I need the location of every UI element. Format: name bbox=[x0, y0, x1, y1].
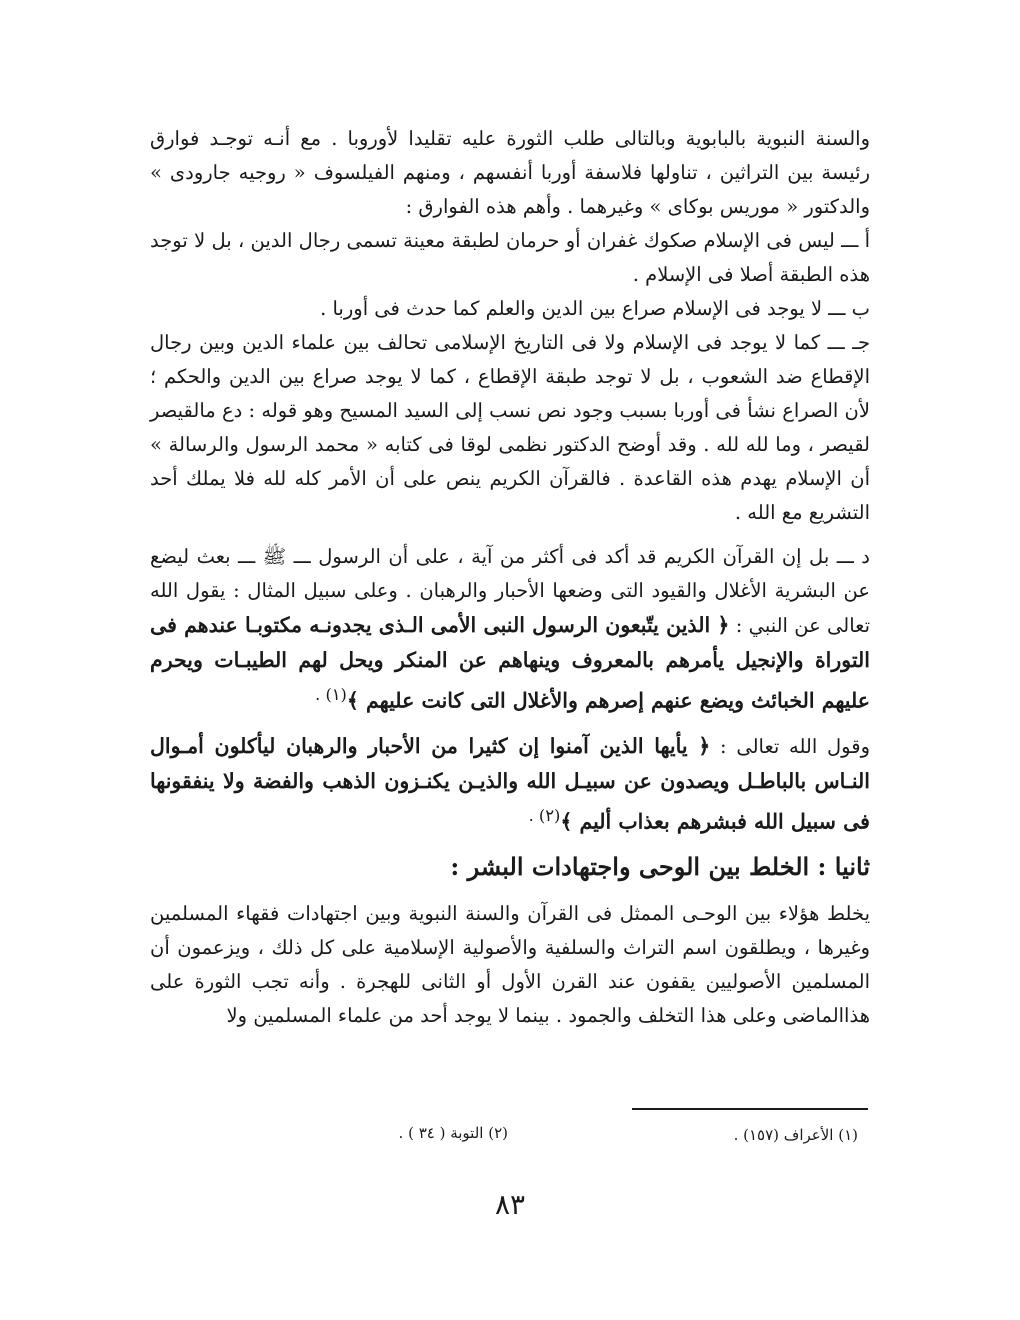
point-d-intro: د ـــ بل إن القرآن الكريم قد أكد فى أكثر من آية ، على أن الرسول ـــ ﷺ ـــ بعث ليضع عن البشرية الأغلال والقيود التى وضعها الأحبار والرهبان . وعلى سبيل المثال : يقول الله تعالى عن النبي : bbox=[150, 545, 871, 637]
intro-paragraph: والسنة النبوية بالبابوية وبالتالى طلب الثورة عليه تقليدا لأوروبا . مع أنـه توجـد فوارق رئيسة بين التراثين ، تناولها فلاسفة أوربا أنفسهم ، ومنهم الفيلسوف « روجيه جارودى » والدكتور « موريس بوكاى » وغيرهما . وأهم هذه الفوارق : bbox=[150, 127, 870, 218]
section-heading: ثانيا : الخلط بين الوحى واجتهادات البشر : bbox=[450, 852, 870, 881]
point-c-paragraph: جـ ـــ كما لا يوجد فى الإسلام ولا فى التاريخ الإسلامى تحالف بين علماء الدين وبين رجال الإقطاع ضد الشعوب ، بل لا توجد طبقة الإقطاع ، كما لا يوجد صراع بين الدين والحكم ؛ لأن الصراع نشأ فى أوربا بسبب وجود نص نسب إلى السيد المسيح وهو قوله : دع مالقيصر لقيصر ، وما لله لله . وقد أوضح الدكتور نظمى لوقا فى كتابه « محمد الرسول والرسالة » أن الإسلام يهدم هذه القاعدة . فالقرآن الكريم ينص على أن الأمر كله لله فلا يملك أحد التشريع مع الله . bbox=[150, 331, 870, 524]
footnote-ref-2: (٢) . bbox=[528, 805, 561, 825]
point-b-paragraph: ب ـــ لا يوجد فى الإسلام صراع بين الدين والعلم كما حدث فى أوربا . bbox=[320, 297, 870, 320]
point-a-paragraph: أ ـــ ليس فى الإسلام صكوك غفران أو حرمان لطبقة معينة تسمى رجال الدين ، بل لا توجد هذه الطبقة أصلا فى الإسلام . bbox=[150, 229, 870, 286]
page-body bbox=[150, 122, 870, 1033]
closing-paragraph: يخلط هؤلاء بين الوحـى الممثل فى القرآن والسنة النبوية وبين اجتهادات فقهاء المسلمين وغيرها ، ويطلقون اسم التراث والسلفية والأصولية الإسلامية على كل ذلك ، ويزعمون أن المسلمين الأصوليين يقفون عند القرن الأول أو الثانى للهجرة . وأنه تجب الثورة على هذاالماضى وعلى هذا التخلف والجمود . بينما لا يوجد أحد من علماء المسلمين ولا bbox=[150, 902, 870, 1027]
footnote-separator bbox=[632, 1108, 868, 1110]
page-number: ٨٣ bbox=[494, 1188, 526, 1221]
quran-verse-tawbah: ﴿ يأيها الذين آمنوا إن كثيرا من الأحبار والرهبان ليأكلون أمـوال النـاس بالباطـل ويصدون عن سبيـل الله والذيـن يكنـزون الذهب والفضة ولا ينفقونها فى سبيل الله فبشرهم بعذاب أليم ﴾ bbox=[150, 733, 870, 833]
quran-verse-araf: ﴿ الذين يتّبعون الرسول النبى الأمى الـذى يجدونـه مكتوبـا عندهم فى التوراة والإنجيل يأمرهم بالمعروف وينهاهم عن المنكر ويحل لهم الطيبـات ويحرم عليهم الخبائث ويضع عنهم إصرهم والأغلال التى كانت عليهم ﴾ bbox=[150, 613, 870, 713]
point-e-paragraph bbox=[150, 729, 870, 840]
footnote-ref-1: (١) . bbox=[315, 685, 347, 704]
footnotes bbox=[150, 1120, 870, 1150]
footnote-1: (١) الأعراف (١٥٧) . bbox=[733, 1126, 858, 1144]
point-e-intro: وقول الله تعالى : bbox=[720, 734, 870, 758]
footnote-2: (٢) التوبة ( ٣٤ ) . bbox=[398, 1124, 508, 1142]
point-d-paragraph bbox=[150, 540, 870, 719]
